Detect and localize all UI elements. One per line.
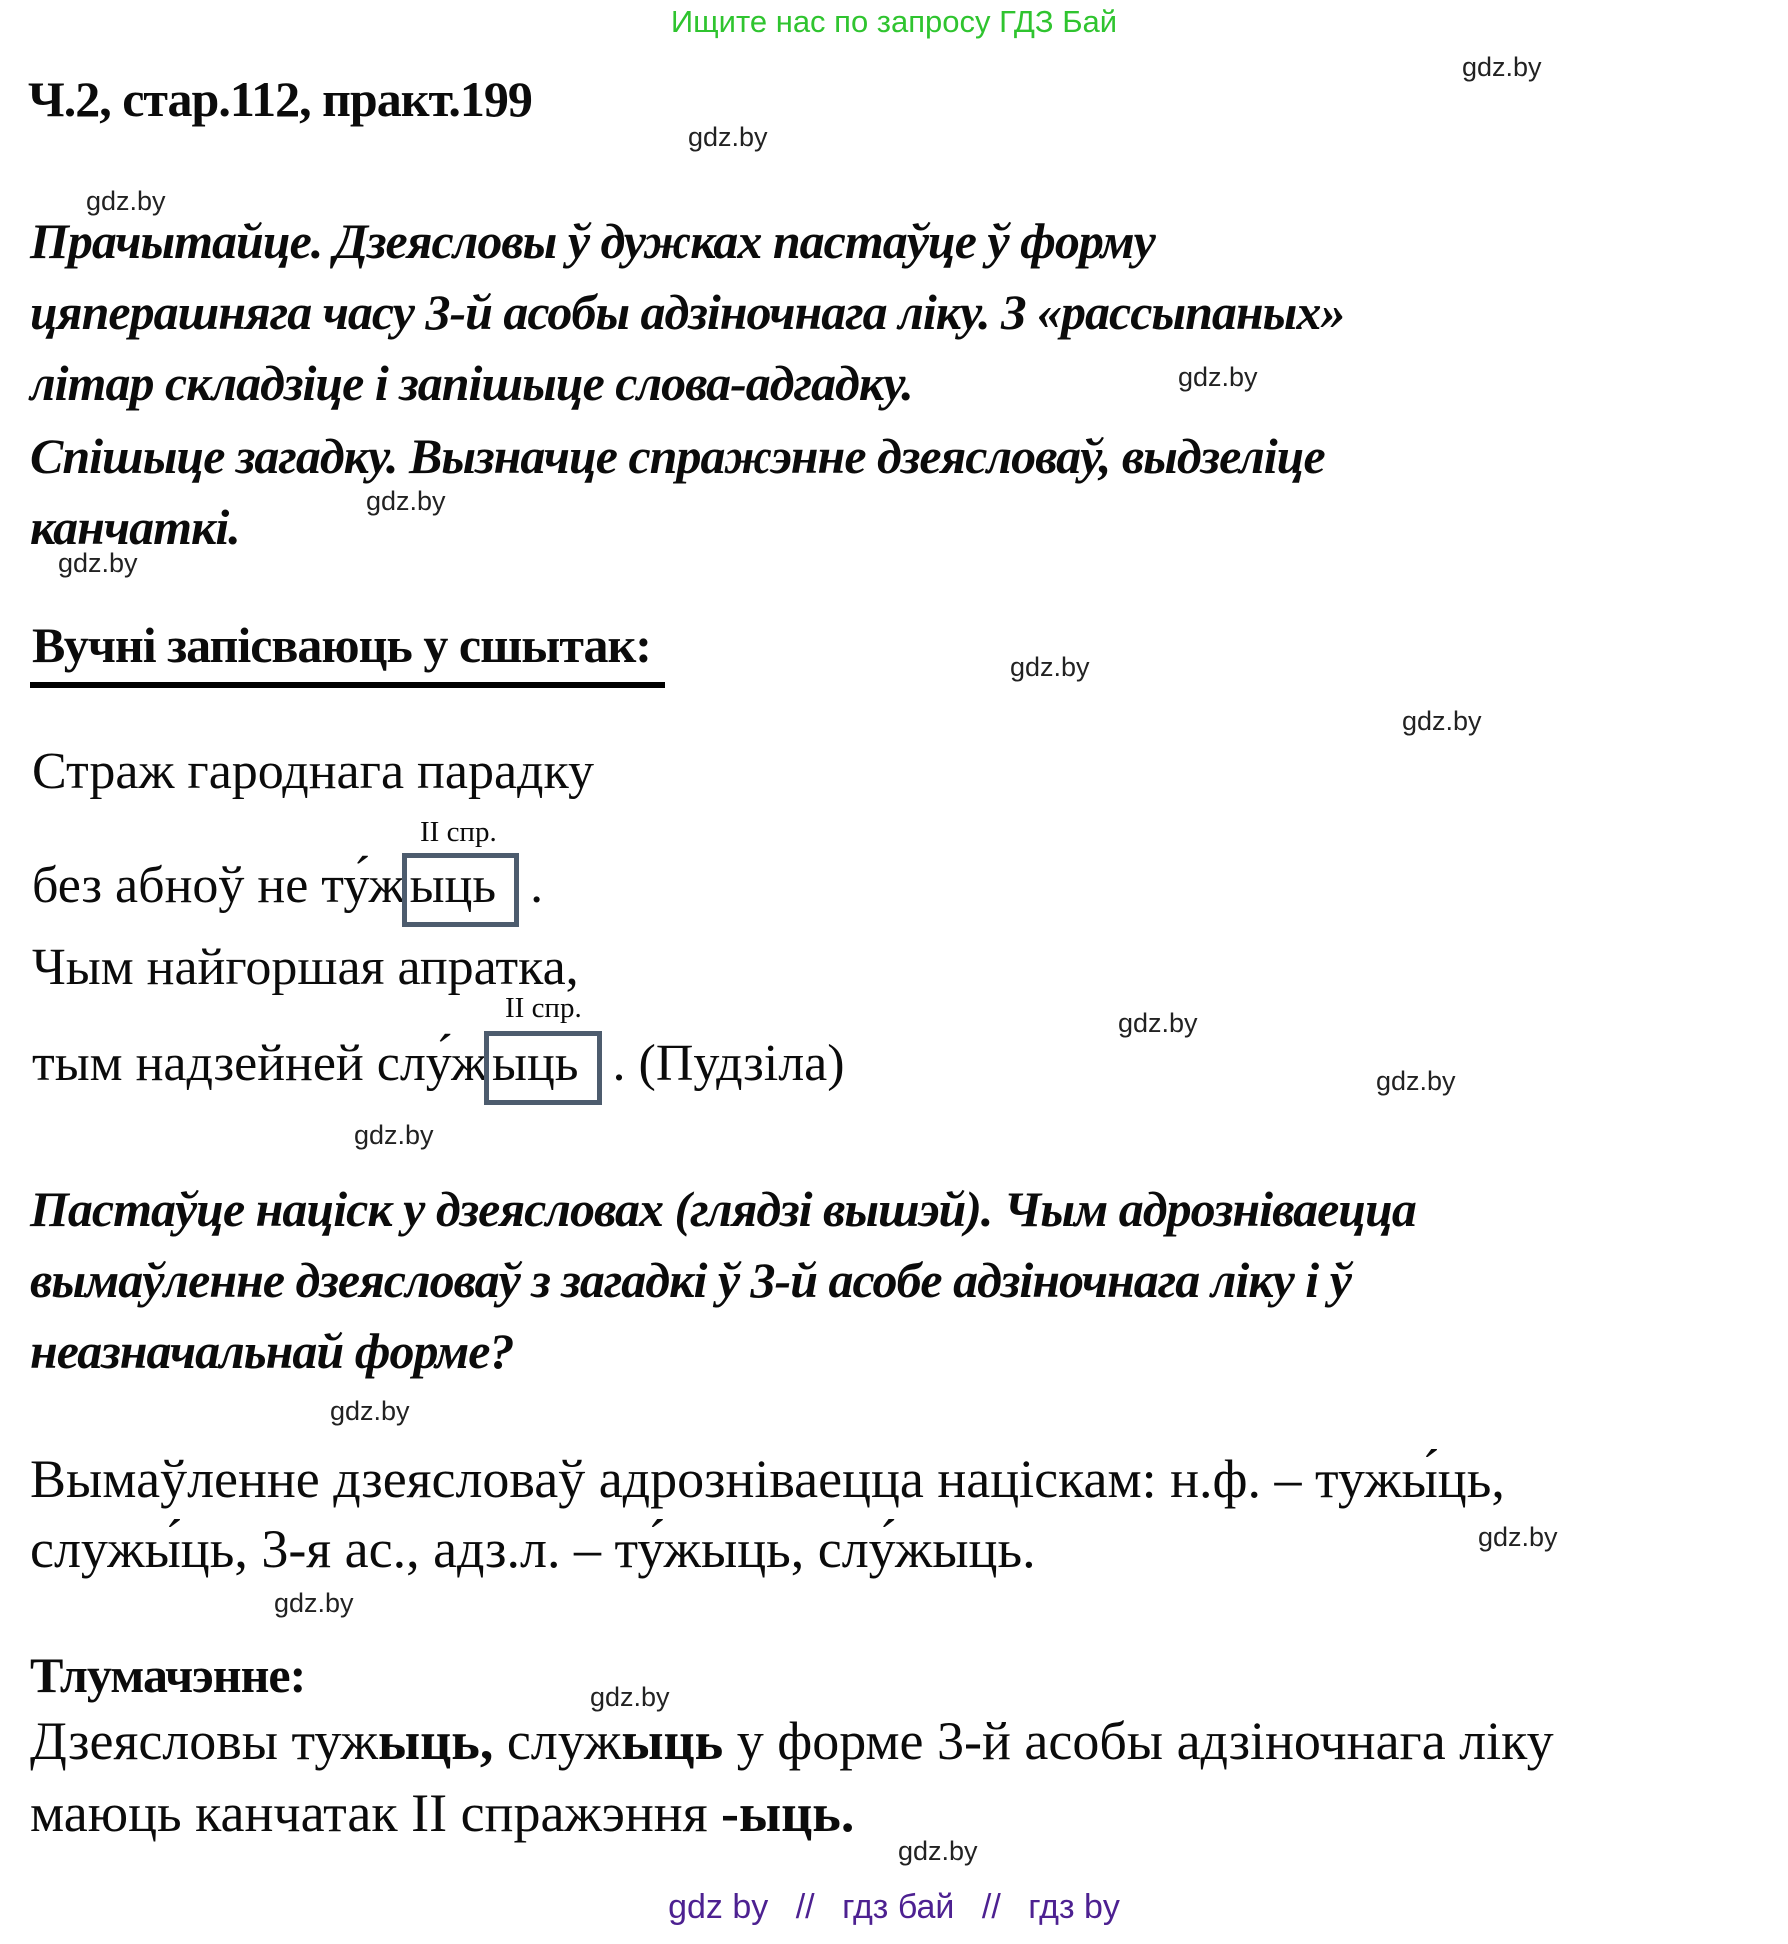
gdz-watermark: gdz.by [898, 1836, 978, 1866]
explanation-text: у форме 3-й асобы адзіночнага ліку [723, 1711, 1554, 1771]
explanation-text: служ [493, 1711, 622, 1771]
conjugation-label: II спр. [420, 816, 497, 848]
footer-link-gdz-by-2[interactable]: гдз by [1028, 1888, 1120, 1926]
answer-line: Вымаўленне дзеясловаў адрозніваецца націскам: н.ф. – тужы́ць, [30, 1449, 1505, 1509]
task-line: Спішыце загадку. Вызначце спражэнне дзеясловаў, выдзеліце [30, 428, 1325, 484]
exercise-title: Ч.2, стар.112, практ.199 [28, 71, 532, 127]
task-line: Прачытайце. Дзеясловы ў дужках пастаўце ў форму [30, 213, 1155, 269]
gdz-watermark: gdz.by [1478, 1522, 1558, 1552]
poem-line-4-author: . (Пудзіла) [599, 1035, 845, 1092]
gdz-watermark: gdz.by [274, 1588, 354, 1618]
question-line: неазначальнай форме? [30, 1323, 514, 1379]
poem-line-4 [32, 1034, 845, 1093]
poem-line-3: Чым найгоршая апратка, [32, 939, 579, 996]
footer-separator: // [795, 1888, 815, 1926]
poem-line-2 [32, 856, 543, 915]
footer-links [0, 1888, 1788, 1927]
explanation-text: Дзеясловы туж [30, 1711, 378, 1771]
footer-link-gdz-bai[interactable]: гдз бай [842, 1888, 955, 1926]
footer-separator: // [981, 1888, 1001, 1926]
gdz-watermark: gdz.by [1010, 652, 1090, 682]
poem-line-4-text: тым надзейней слу́ж [32, 1035, 488, 1092]
explanation-bold-ending: ыць, [378, 1711, 494, 1771]
gdz-watermark: gdz.by [590, 1682, 670, 1712]
gdz-watermark: gdz.by [688, 122, 768, 152]
explanation-line-2 [30, 1782, 854, 1844]
poem-line-2-period: . [517, 857, 544, 914]
explanation-line-1 [30, 1710, 1554, 1772]
footer-link-gdz-by[interactable]: gdz by [668, 1888, 769, 1926]
notebook-heading: Вучні запісваюць у сшытак: [30, 616, 665, 688]
gdz-watermark: gdz.by [1462, 52, 1542, 82]
task-line: канчаткі. [30, 499, 240, 555]
task-line: цяперашняга часу 3-й асобы адзіночнага ліку. З «рассыпаных» [30, 284, 1345, 340]
explanation-bold-ending: -ыць. [721, 1783, 855, 1843]
gdz-watermark: gdz.by [1178, 362, 1258, 392]
question-line: вымаўленне дзеясловаў з загадкі ў 3-й асобе адзіночнага ліку і ў [30, 1252, 1351, 1308]
explanation-text: маюць канчатак II спражэння [30, 1783, 722, 1843]
gdz-watermark: gdz.by [1376, 1066, 1456, 1096]
poem-line-2-text: без абноў не ту́ж [32, 857, 405, 914]
gdz-watermark: gdz.by [58, 548, 138, 578]
poem-line-1: Страж гароднага парадку [32, 743, 595, 800]
verb-ending-box: ыць [402, 853, 519, 927]
gdz-watermark: gdz.by [354, 1120, 434, 1150]
explanation-heading: Тлумачэнне: [30, 1647, 306, 1703]
gdz-watermark: gdz.by [86, 186, 166, 216]
banner-text: Ищите нас по запросу ГДЗ Бай [670, 4, 1118, 39]
question-line: Пастаўце націск у дзеясловах (глядзі вышэй). Чым адрозніваецца [30, 1181, 1416, 1237]
gdz-watermark: gdz.by [1402, 706, 1482, 736]
gdz-watermark: gdz.by [366, 486, 446, 516]
answer-line: служы́ць, 3-я ас., адз.л. – ту́жыць, слу́жыць. [30, 1519, 1036, 1579]
conjugation-label: II спр. [505, 992, 582, 1024]
task-line: літар складзіце і запішыце слова-адгадку. [30, 355, 913, 411]
gdz-watermark: gdz.by [1118, 1008, 1198, 1038]
explanation-bold-ending: ыць [621, 1711, 724, 1771]
verb-ending-box: ыць [484, 1031, 601, 1105]
gdz-watermark: gdz.by [330, 1396, 410, 1426]
